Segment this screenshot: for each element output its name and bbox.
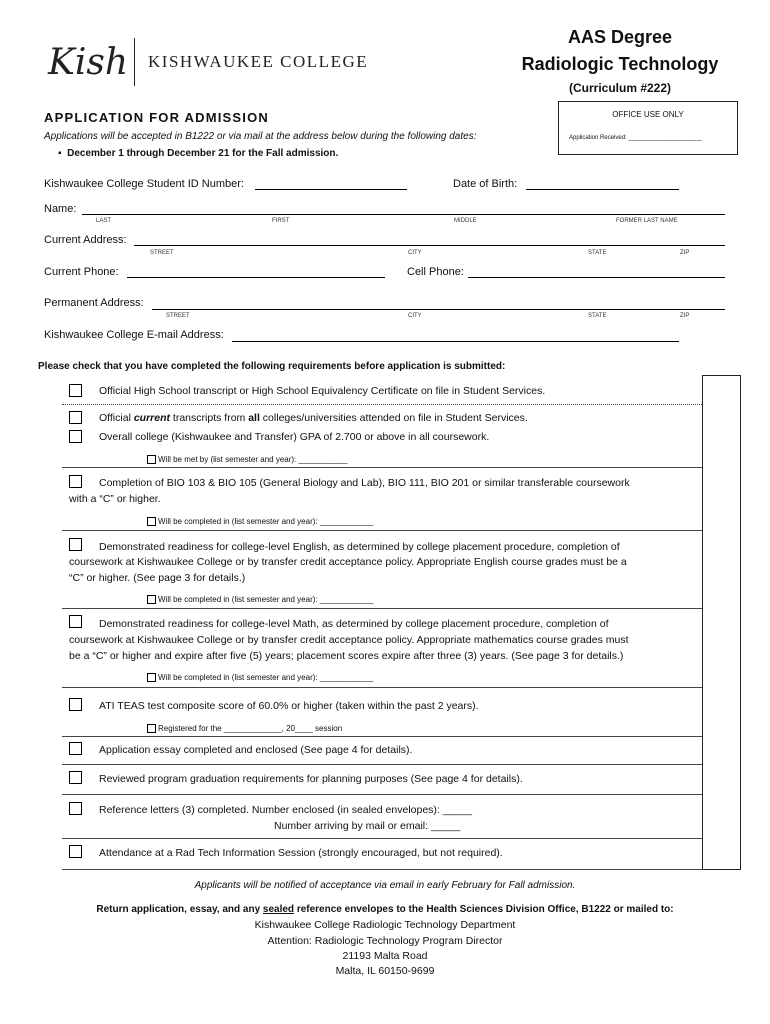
- r2-part-e: colleges/universities attended on file in Student Services.: [259, 412, 528, 424]
- gpa-semester-line[interactable]: ___________: [298, 455, 348, 464]
- biology-semester-line[interactable]: ____________: [319, 517, 374, 526]
- gpa-semester-label: Will be met by (list semester and year):: [158, 455, 297, 464]
- row-divider: [62, 687, 702, 688]
- req-info-session: Attendance at a Rad Tech Information Session (strongly encouraged, but not required).: [99, 847, 503, 859]
- dob-field[interactable]: [526, 189, 679, 190]
- name-label: Name:: [44, 203, 77, 215]
- application-received: [569, 135, 702, 141]
- req-math-line2: coursework at Kishwaukee College or by transfer credit acceptance policy. Appropriate mathematics course grades must: [69, 634, 629, 646]
- current-address-field[interactable]: [134, 245, 725, 246]
- row-divider: [62, 467, 702, 468]
- curriculum-number: (Curriculum #222): [568, 81, 672, 95]
- row-divider: [62, 530, 702, 531]
- name-sub-first: FIRST: [272, 218, 290, 224]
- degree-title-line2: Radiologic Technology: [521, 54, 719, 74]
- req-math-line3: be a “C” or higher and expire after five (5) years; placement scores expire after three (3) years. (See page 3 for details.): [69, 650, 624, 662]
- logo-script: Kish: [48, 42, 129, 83]
- req-college-transcripts: [99, 411, 528, 427]
- checkbox-info-session[interactable]: [69, 845, 82, 858]
- gpa-semester-text: [158, 455, 347, 464]
- english-semester-line[interactable]: ____________: [319, 595, 374, 604]
- math-semester-label: Will be completed in (list semester and year):: [158, 673, 318, 682]
- address-sub-city: CITY: [408, 250, 422, 256]
- r2-current: current: [133, 412, 171, 424]
- permanent-address-label: Permanent Address:: [44, 297, 144, 309]
- name-field[interactable]: [82, 214, 725, 215]
- perm-sub-state: STATE: [588, 313, 607, 319]
- biology-semester-text: [158, 517, 373, 526]
- checkbox-gpa[interactable]: [69, 430, 82, 443]
- math-semester-text: [158, 673, 373, 682]
- cell-phone-label: Cell Phone:: [407, 266, 464, 278]
- req-references-line2: Number arriving by mail or email: _____: [274, 820, 461, 832]
- req-math-line1: Demonstrated readiness for college-level Math, as determined by college placement procedure, completion of: [99, 618, 609, 630]
- logo-college-name: KISHWAUKEE COLLEGE: [148, 52, 369, 71]
- checkbox-reference-letters[interactable]: [69, 802, 82, 815]
- current-address-label: Current Address:: [44, 234, 127, 246]
- row-divider: [62, 404, 702, 405]
- requirements-heading: Please check that you have completed the following requirements before application is submitted:: [38, 361, 506, 372]
- bullet-icon: ▪: [58, 148, 62, 159]
- college-logo: [46, 38, 396, 88]
- student-id-label: Kishwaukee College Student ID Number:: [44, 178, 244, 190]
- req-hs-transcript: Official High School transcript or High School Equivalency Certificate on file in Student Services.: [99, 385, 546, 397]
- req-biology-line2: with a “C” or higher.: [69, 493, 161, 505]
- checkbox-transcript-hs[interactable]: [69, 384, 82, 397]
- admission-dates-bullet: [58, 148, 338, 159]
- email-field[interactable]: [232, 341, 679, 342]
- application-received-line: ______________________: [628, 135, 702, 141]
- application-received-label: Application Received:: [569, 135, 627, 141]
- english-semester-text: [158, 595, 373, 604]
- student-id-field[interactable]: [255, 189, 407, 190]
- current-phone-field[interactable]: [127, 277, 385, 278]
- perm-sub-street: STREET: [166, 313, 190, 319]
- checkbox-biology[interactable]: [69, 475, 82, 488]
- address-sub-state: STATE: [588, 250, 607, 256]
- name-sub-last: LAST: [96, 218, 112, 224]
- current-phone-label: Current Phone:: [44, 266, 119, 278]
- checkbox-english-semester[interactable]: [147, 595, 156, 604]
- checkbox-math-semester[interactable]: [147, 673, 156, 682]
- row-divider: [62, 736, 702, 737]
- checkbox-english[interactable]: [69, 538, 82, 551]
- name-sub-middle: MIDDLE: [454, 218, 477, 224]
- acceptance-text: Applications will be accepted in B1222 or via mail at the address below during the following dates:: [44, 131, 477, 142]
- english-semester-label: Will be completed in (list semester and year):: [158, 595, 318, 604]
- office-use-title: OFFICE USE ONLY: [612, 110, 684, 119]
- return-instructions: [0, 904, 770, 915]
- perm-sub-zip: ZIP: [680, 313, 690, 319]
- application-title: APPLICATION FOR ADMISSION: [44, 110, 269, 125]
- req-graduation: Reviewed program graduation requirements for planning purposes (See page 4 for details).: [99, 773, 523, 785]
- address-sub-zip: ZIP: [680, 250, 690, 256]
- mail-address-line1: Kishwaukee College Radiologic Technology Department: [254, 919, 516, 931]
- logo-divider: [134, 38, 135, 86]
- mail-address-line3: 21193 Malta Road: [342, 950, 428, 962]
- checkbox-teas-registered[interactable]: [147, 724, 156, 733]
- address-sub-street: STREET: [150, 250, 174, 256]
- req-references-line1: Reference letters (3) completed. Number enclosed (in sealed envelopes): _____: [99, 804, 472, 816]
- teas-registered-text: Registered for the _____________, 20____ session: [158, 724, 343, 733]
- r2-part-a: Official: [99, 412, 134, 424]
- mail-address-line4: Malta, IL 60150-9699: [335, 965, 435, 977]
- req-english-line1: Demonstrated readiness for college-level English, as determined by college placement procedure, completion of: [99, 541, 620, 553]
- requirements-office-column: [702, 375, 741, 870]
- return-sealed: sealed: [262, 904, 295, 915]
- biology-semester-label: Will be completed in (list semester and year):: [158, 517, 318, 526]
- req-gpa: Overall college (Kishwaukee and Transfer) GPA of 2.700 or above in all coursework.: [99, 431, 490, 443]
- degree-title-line1: AAS Degree: [567, 27, 673, 47]
- checkbox-biology-semester[interactable]: [147, 517, 156, 526]
- office-use-box: [558, 101, 738, 155]
- math-semester-line[interactable]: ____________: [319, 673, 374, 682]
- checkbox-graduation-reqs[interactable]: [69, 771, 82, 784]
- cell-phone-field[interactable]: [468, 277, 725, 278]
- req-english-line3: “C” or higher. (See page 3 for details.): [69, 572, 246, 584]
- req-english-line2: coursework at Kishwaukee College or by transfer credit acceptance policy. Appropriate English course grades must be a: [69, 556, 627, 568]
- perm-sub-city: CITY: [408, 313, 422, 319]
- return-part-c: reference envelopes to the Health Sciences Division Office, B1222 or mailed to:: [294, 904, 674, 915]
- req-biology-line1: Completion of BIO 103 & BIO 105 (General Biology and Lab), BIO 111, BIO 201 or similar transferable coursework: [99, 477, 630, 489]
- notification-note: Applicants will be notified of acceptance via email in early February for Fall admission.: [194, 880, 576, 891]
- checkbox-math[interactable]: [69, 615, 82, 628]
- checkbox-essay[interactable]: [69, 742, 82, 755]
- row-divider: [62, 608, 702, 609]
- r2-part-c: transcripts from: [170, 412, 249, 424]
- name-sub-former: FORMER LAST NAME: [616, 218, 678, 224]
- checkbox-gpa-semester[interactable]: [147, 455, 156, 464]
- row-divider: [62, 794, 702, 795]
- r2-all: all: [248, 412, 260, 424]
- row-divider: [62, 764, 702, 765]
- row-divider: [62, 869, 702, 870]
- email-label: Kishwaukee College E-mail Address:: [44, 329, 224, 341]
- checkbox-teas[interactable]: [69, 698, 82, 711]
- req-teas: ATI TEAS test composite score of 60.0% or higher (taken within the past 2 years).: [99, 700, 479, 712]
- admission-dates: December 1 through December 21 for the Fall admission.: [67, 148, 339, 159]
- return-part-a: Return application, essay, and any: [96, 904, 263, 915]
- dob-label: Date of Birth:: [453, 178, 518, 190]
- checkbox-college-transcripts[interactable]: [69, 411, 82, 424]
- row-divider: [62, 838, 702, 839]
- permanent-address-field[interactable]: [152, 309, 725, 310]
- req-essay: Application essay completed and enclosed (See page 4 for details).: [99, 744, 413, 756]
- mail-address-line2: Attention: Radiologic Technology Program Director: [267, 935, 503, 947]
